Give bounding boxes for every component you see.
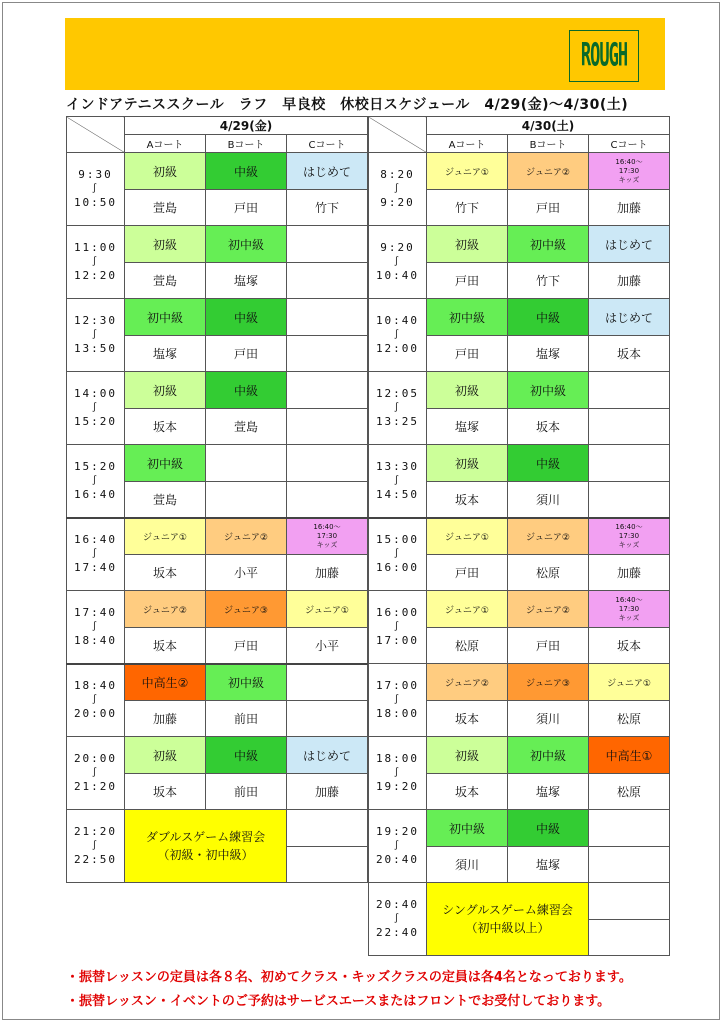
time-start: 18:00	[375, 752, 420, 765]
class-cell: 初中級	[125, 299, 206, 336]
class-cell: ジュニア②	[508, 591, 589, 628]
time-end: 10:50	[73, 196, 118, 209]
coach-cell: 加藤	[589, 190, 670, 226]
coach-cell: 戸田	[206, 336, 287, 372]
time-cell	[67, 518, 125, 591]
coach-cell	[287, 263, 368, 299]
slot-class-row	[369, 372, 670, 409]
coach-cell: 萱島	[206, 409, 287, 445]
date-row	[67, 117, 368, 135]
coach-cell: 松原	[589, 701, 670, 737]
coach-cell: 萱島	[125, 263, 206, 299]
time-cell	[369, 226, 427, 299]
class-cell: ジュニア②	[206, 518, 287, 555]
class-cell	[287, 664, 368, 701]
time-sep: ∫	[91, 257, 100, 267]
time-sep: ∫	[91, 330, 100, 340]
slot-class-row	[369, 518, 670, 555]
time-sep: ∫	[393, 914, 402, 924]
class-cell	[589, 445, 670, 482]
event-cell	[427, 883, 589, 956]
slot-class-row	[369, 445, 670, 482]
time-end: 21:20	[73, 780, 118, 793]
slot-class-row	[67, 153, 368, 190]
time-start: 9:30	[78, 168, 113, 181]
time-cell	[369, 153, 427, 226]
kids-line: 16:40～	[313, 522, 341, 531]
event-line: シングルスゲーム練習会	[442, 903, 573, 917]
kids-line: キッズ	[618, 175, 640, 184]
empty-cell	[589, 883, 670, 920]
kids-class-cell	[287, 518, 368, 555]
note-line: ・振替レッスン・イベントのご予約はサービスエースまたはフロントでお受付しております。	[66, 994, 611, 1009]
coach-cell: 坂本	[427, 701, 508, 737]
coach-cell: 竹下	[427, 190, 508, 226]
time-sep: ∫	[91, 184, 100, 194]
empty-cell	[287, 810, 368, 847]
coach-cell: 戸田	[508, 190, 589, 226]
court-header: Cコート	[589, 135, 670, 153]
class-cell: 初級	[125, 372, 206, 409]
coach-cell: 小平	[206, 555, 287, 591]
time-end: 12:20	[73, 269, 118, 282]
slot-class-row	[369, 153, 670, 190]
time-end: 19:20	[375, 780, 420, 793]
coach-cell: 加藤	[125, 701, 206, 737]
class-cell: 初中級	[125, 445, 206, 482]
time-start: 16:40	[73, 533, 118, 547]
class-cell: ジュニア②	[125, 591, 206, 628]
time-sep: ∫	[91, 695, 100, 706]
class-cell: ジュニア②	[508, 153, 589, 190]
class-cell: 初中級	[508, 737, 589, 774]
kids-class-cell	[589, 153, 670, 190]
coach-cell: 加藤	[287, 774, 368, 810]
slot-class-row	[67, 226, 368, 263]
class-cell: 初級	[427, 737, 508, 774]
class-cell: 初中級	[206, 664, 287, 701]
slot-class-row	[369, 591, 670, 628]
class-cell: ジュニア③	[508, 664, 589, 701]
time-cell	[67, 372, 125, 445]
slot-class-row	[369, 810, 670, 847]
coach-cell: 前田	[206, 701, 287, 737]
event-line: （初級・初中級）	[157, 848, 254, 862]
slot-class-row	[67, 299, 368, 336]
coach-cell: 塩塚	[206, 263, 287, 299]
time-sep: ∫	[393, 330, 402, 340]
time-cell	[369, 372, 427, 445]
time-cell	[67, 226, 125, 299]
event-line: ダブルスゲーム練習会	[145, 830, 266, 844]
time-cell	[67, 591, 125, 664]
time-sep: ∫	[393, 768, 402, 778]
time-end: 14:50	[375, 487, 420, 501]
kids-line: 17:30	[618, 531, 640, 540]
time-sep: ∫	[393, 695, 402, 705]
class-cell: 初中級	[508, 372, 589, 409]
slot-class-row	[67, 737, 368, 774]
time-cell	[369, 299, 427, 372]
class-cell: 初級	[427, 226, 508, 263]
rough-logo	[569, 30, 639, 82]
coach-cell: 戸田	[427, 336, 508, 372]
class-cell: 中高生②	[125, 664, 206, 701]
time-sep: ∫	[91, 549, 100, 560]
class-cell: 初級	[125, 737, 206, 774]
court-header: Bコート	[508, 135, 589, 153]
time-start: 20:40	[375, 898, 420, 911]
page-title: インドアテニススクール ラフ 早良校 休校日スケジュール 4/29(金)～4/30(土)	[66, 97, 629, 113]
class-cell: ジュニア①	[427, 153, 508, 190]
corner-cell	[369, 117, 427, 153]
time-end: 17:00	[375, 634, 420, 647]
time-start: 19:20	[375, 825, 420, 838]
corner-cell	[67, 117, 125, 153]
coach-cell: 塩塚	[508, 336, 589, 372]
class-cell	[287, 226, 368, 263]
time-sep: ∫	[91, 768, 100, 778]
time-cell	[369, 518, 427, 591]
time-start: 18:40	[73, 679, 118, 693]
court-header: Aコート	[125, 135, 206, 153]
time-cell	[67, 153, 125, 226]
time-sep: ∫	[393, 475, 402, 486]
coach-cell: 坂本	[125, 409, 206, 445]
class-cell: 初中級	[206, 226, 287, 263]
coach-cell: 須川	[508, 482, 589, 518]
coach-cell	[589, 482, 670, 518]
slot-class-row	[67, 518, 368, 555]
time-cell	[369, 591, 427, 664]
time-start: 15:20	[73, 459, 118, 473]
kids-line: 16:40～	[615, 522, 643, 531]
coach-cell: 竹下	[508, 263, 589, 299]
kids-class-cell	[589, 518, 670, 555]
class-cell	[287, 445, 368, 482]
coach-cell: 坂本	[427, 482, 508, 518]
class-cell: 中級	[206, 737, 287, 774]
time-start: 17:40	[73, 605, 118, 619]
class-cell: 中級	[508, 299, 589, 336]
time-end: 9:20	[380, 196, 415, 209]
time-start: 8:20	[380, 168, 415, 181]
coach-cell	[589, 847, 670, 883]
notes	[66, 966, 632, 1014]
time-end: 13:50	[73, 342, 118, 355]
class-cell: ジュニア①	[427, 518, 508, 555]
coach-cell	[287, 701, 368, 737]
header-banner	[65, 18, 665, 90]
coach-cell: 萱島	[125, 482, 206, 518]
kids-class-cell	[589, 591, 670, 628]
class-cell: 中級	[206, 153, 287, 190]
time-end: 22:50	[73, 853, 118, 866]
kids-line: 16:40～	[615, 595, 643, 604]
class-cell: はじめて	[589, 226, 670, 263]
slot-class-row	[67, 445, 368, 482]
time-sep: ∫	[393, 403, 402, 413]
time-start: 14:00	[73, 387, 118, 400]
class-cell: 中級	[206, 299, 287, 336]
slot-class-row	[369, 883, 670, 920]
time-start: 21:20	[73, 825, 118, 838]
empty-cell	[589, 920, 670, 956]
class-cell	[589, 810, 670, 847]
time-end: 16:40	[73, 487, 118, 501]
coach-cell: 松原	[589, 774, 670, 810]
kids-line: 16:40～	[615, 157, 643, 166]
time-cell	[67, 299, 125, 372]
time-sep: ∫	[91, 403, 100, 413]
class-cell: ジュニア①	[287, 591, 368, 628]
time-sep: ∫	[393, 622, 402, 632]
coach-cell: 須川	[427, 847, 508, 883]
class-cell: 初中級	[427, 810, 508, 847]
time-sep: ∫	[393, 549, 402, 560]
date-header: 4/30(土)	[427, 117, 670, 135]
event-cell	[125, 810, 287, 883]
kids-line: 17:30	[618, 604, 640, 613]
time-cell	[369, 737, 427, 810]
time-cell	[67, 737, 125, 810]
class-cell: ジュニア①	[125, 518, 206, 555]
time-end: 10:40	[375, 269, 420, 282]
class-cell: ジュニア①	[427, 591, 508, 628]
coach-cell: 戸田	[508, 628, 589, 664]
schedule-table-day2	[368, 116, 670, 956]
coach-cell: 小平	[287, 628, 368, 664]
coach-cell	[287, 482, 368, 518]
coach-cell: 坂本	[589, 336, 670, 372]
coach-cell: 坂本	[125, 774, 206, 810]
class-cell: 初級	[427, 372, 508, 409]
time-start: 16:00	[375, 606, 420, 619]
coach-cell: 竹下	[287, 190, 368, 226]
coach-cell: 戸田	[206, 190, 287, 226]
coach-cell: 坂本	[125, 555, 206, 591]
class-cell	[287, 372, 368, 409]
slot-class-row	[67, 372, 368, 409]
class-cell: ジュニア②	[427, 664, 508, 701]
coach-cell: 塩塚	[125, 336, 206, 372]
slot-class-row	[369, 226, 670, 263]
time-start: 12:05	[375, 387, 420, 400]
coach-cell: 塩塚	[508, 847, 589, 883]
class-cell: ジュニア②	[508, 518, 589, 555]
coach-cell: 塩塚	[508, 774, 589, 810]
time-sep: ∫	[91, 475, 100, 486]
class-cell: はじめて	[287, 153, 368, 190]
kids-line: キッズ	[316, 540, 338, 549]
class-cell: 初級	[125, 226, 206, 263]
time-end: 13:25	[375, 415, 420, 428]
time-sep: ∫	[393, 184, 402, 194]
class-cell: 中高生①	[589, 737, 670, 774]
coach-cell: 塩塚	[427, 409, 508, 445]
kids-line: 17:30	[618, 166, 640, 175]
coach-cell: 加藤	[589, 555, 670, 591]
class-cell: 初級	[125, 153, 206, 190]
logo-text: ROUGH	[580, 37, 628, 75]
time-start: 12:30	[73, 314, 118, 327]
date-row	[369, 117, 670, 135]
coach-cell	[287, 336, 368, 372]
class-cell	[589, 372, 670, 409]
time-sep: ∫	[91, 841, 100, 851]
time-sep: ∫	[91, 621, 100, 632]
time-sep: ∫	[393, 841, 402, 851]
kids-line: キッズ	[618, 540, 640, 549]
coach-cell: 加藤	[287, 555, 368, 591]
slot-class-row	[369, 299, 670, 336]
time-cell	[369, 883, 427, 956]
kids-line: キッズ	[618, 613, 640, 622]
time-end: 17:40	[73, 561, 118, 575]
time-cell	[369, 810, 427, 883]
class-cell: 初中級	[427, 299, 508, 336]
coach-cell: 坂本	[589, 628, 670, 664]
time-cell	[67, 810, 125, 883]
time-end: 22:40	[375, 926, 420, 939]
coach-cell	[206, 482, 287, 518]
class-cell: ジュニア③	[206, 591, 287, 628]
time-cell	[67, 445, 125, 518]
slot-class-row	[67, 591, 368, 628]
class-cell: 中級	[508, 810, 589, 847]
court-header: Cコート	[287, 135, 368, 153]
time-start: 10:40	[375, 314, 420, 327]
coach-cell	[589, 409, 670, 445]
class-cell	[206, 445, 287, 482]
time-end: 18:00	[375, 707, 420, 720]
coach-cell: 松原	[427, 628, 508, 664]
schedule-table-day1	[66, 116, 368, 883]
time-sep: ∫	[393, 257, 402, 267]
coach-cell: 戸田	[206, 628, 287, 664]
coach-cell: 坂本	[508, 409, 589, 445]
class-cell: 初級	[427, 445, 508, 482]
time-end: 20:40	[375, 853, 420, 866]
class-cell	[287, 299, 368, 336]
kids-line: 17:30	[316, 531, 338, 540]
date-header: 4/29(金)	[125, 117, 368, 135]
coach-cell: 坂本	[427, 774, 508, 810]
time-start: 15:00	[375, 533, 420, 547]
coach-cell: 前田	[206, 774, 287, 810]
time-start: 13:30	[375, 459, 420, 473]
coach-cell: 須川	[508, 701, 589, 737]
time-cell	[369, 664, 427, 737]
time-start: 11:00	[73, 241, 118, 254]
slot-class-row	[67, 810, 368, 847]
court-header: Aコート	[427, 135, 508, 153]
event-line: （初中級以上）	[465, 921, 550, 935]
coach-cell: 戸田	[427, 555, 508, 591]
coach-cell: 萱島	[125, 190, 206, 226]
class-cell: 中級	[508, 445, 589, 482]
court-header: Bコート	[206, 135, 287, 153]
coach-cell: 加藤	[589, 263, 670, 299]
slot-class-row	[369, 664, 670, 701]
time-end: 12:00	[375, 342, 420, 355]
slot-class-row	[67, 664, 368, 701]
time-end: 20:00	[73, 707, 118, 721]
coach-cell: 松原	[508, 555, 589, 591]
time-end: 15:20	[73, 415, 118, 428]
note-line: ・振替レッスンの定員は各８名、初めてクラス・キッズクラスの定員は各4名となっております。	[66, 970, 632, 985]
class-cell: ジュニア①	[589, 664, 670, 701]
time-start: 9:20	[380, 241, 415, 254]
coach-cell: 戸田	[427, 263, 508, 299]
time-end: 18:40	[73, 633, 118, 647]
time-start: 20:00	[73, 752, 118, 765]
empty-cell	[287, 847, 368, 883]
class-cell: はじめて	[287, 737, 368, 774]
coach-cell	[287, 409, 368, 445]
slot-class-row	[369, 737, 670, 774]
time-start: 17:00	[375, 679, 420, 692]
class-cell: 初中級	[508, 226, 589, 263]
class-cell: はじめて	[589, 299, 670, 336]
class-cell: 中級	[206, 372, 287, 409]
coach-cell: 坂本	[125, 628, 206, 664]
time-cell	[369, 445, 427, 518]
time-end: 16:00	[375, 561, 420, 575]
time-cell	[67, 664, 125, 737]
